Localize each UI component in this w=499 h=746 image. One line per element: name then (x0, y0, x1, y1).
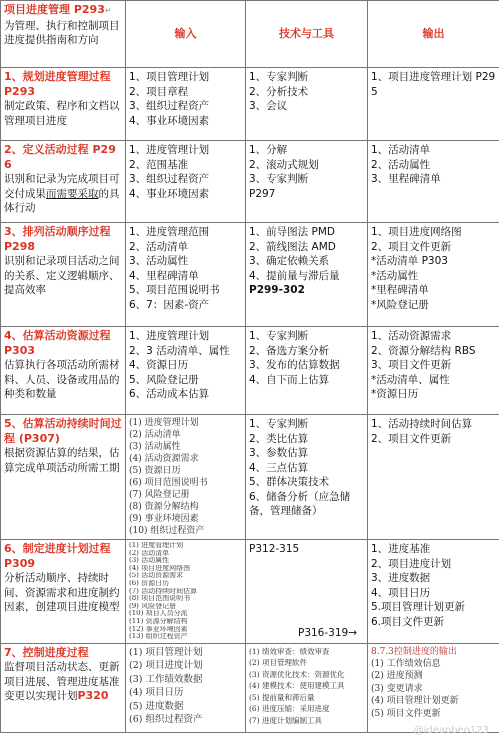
outputs-cell (368, 68, 499, 141)
list-item: 1、项目进度网络图 (371, 226, 462, 238)
list-item: 2、箭线图法 AMD (249, 240, 336, 253)
list-item: (9) 风险登记册 (129, 602, 177, 610)
list-item: *活动清单 P303 (371, 255, 448, 267)
list-item: 4、事业环境因素 (129, 187, 210, 200)
list-item: 4、资源日历 (129, 359, 189, 371)
row-title: 4、估算活动资源过程 P303 (4, 329, 111, 357)
list-item: 2、项目文件更新 (371, 240, 452, 253)
row-develop-schedule (1, 540, 499, 644)
list-item: (8) 项目范围说明书 (129, 595, 191, 603)
row-label (1, 415, 126, 540)
list-item: 2、资源分解结构 RBS (371, 344, 476, 357)
list-item: 6.项目文件更新 (371, 615, 445, 628)
list-item: 5、风险登记册 (129, 373, 199, 386)
row-plan-schedule (1, 68, 499, 141)
list-item: 4、三点估算 (249, 461, 309, 474)
row-label (1, 540, 126, 644)
list-item: 4、里程碑清单 (129, 269, 199, 282)
tools-cell (246, 68, 368, 141)
list-item: (2) 项目进度计划 (129, 660, 203, 672)
row-desc: 识别和记录为完成项目可交付成果而需要采取的具体行动 (4, 173, 120, 214)
list-item: 2、项目章程 (129, 85, 189, 98)
page-ref: P299-302 (249, 284, 305, 296)
list-item: (13) 组织过程资产 (129, 633, 188, 641)
page-ref-bottom: P316-319→ (297, 627, 357, 640)
col-input-header: 输入 (126, 1, 246, 68)
row-desc: 根据资源估算的结果，估算完成单项活动所需工期 (4, 447, 120, 474)
row-label (1, 223, 126, 327)
row-title: 6、制定进度计划过程 P309 (4, 542, 111, 570)
list-item: 2、3 活动清单、属性 (129, 344, 230, 357)
list-item: (4) 建模技术：使用建模工具 (249, 681, 345, 691)
outputs-cell (368, 327, 499, 415)
list-item: 2、项目进度计划 (371, 557, 452, 570)
list-item: (4) 项目管理计划更新 (371, 696, 459, 707)
row-desc: 监督项目活动状态、更新项目进展、管理进度基准变更以实现计划P320 (4, 661, 120, 703)
row-title: 3、排列活动顺序过程 P298 (4, 225, 111, 253)
row-label (1, 643, 126, 732)
list-item: 1、分解 (249, 144, 288, 156)
outputs-cell (368, 643, 499, 732)
list-item: 5、群体决策技术 (249, 476, 330, 488)
row-desc: 制定政策、程序和文档以管理项目进度 (4, 100, 120, 127)
list-item: (3) 工作绩效数据 (129, 673, 203, 685)
list-item: 4、事业环境因素 (129, 114, 210, 127)
inputs-cell (126, 540, 246, 644)
list-item: (1) 绩效审查：绩效审查 (249, 646, 330, 656)
list-item: 1、进度基准 (371, 543, 431, 555)
tools-cell (246, 327, 368, 415)
list-item: (2) 进度预测 (371, 671, 423, 682)
header-title: 项目进度管理 P293 (4, 3, 105, 16)
list-item: (6) 进度压缩：采用进度 (249, 704, 330, 714)
list-item: (3) 活动属性 (129, 442, 181, 452)
list-item: 6、活动成本估算 (129, 388, 210, 400)
row-desc: 识别和记录项目活动之间的关系、定义逻辑顺序、提高效率 (4, 255, 120, 296)
list-item: (5) 资源日历 (129, 466, 181, 476)
list-item: (1) 进度管理计划 (129, 418, 199, 428)
list-item: 3、会议 (249, 100, 288, 112)
list-item: 3、参数估算 (249, 447, 309, 459)
list-item: (7) 活动持续时间估算 (129, 587, 198, 595)
list-item: *风险登记册 (371, 298, 429, 311)
list-item: 1、活动持续时间估算 (371, 418, 473, 430)
header-desc: 为管理、执行和控制项目进度提供指南和方向 (4, 19, 120, 46)
list-item: (5) 提前量和滞后量 (249, 692, 315, 702)
header-cell: 项目进度管理 P293↵ 为管理、执行和控制项目进度提供指南和方向 (1, 1, 126, 68)
list-item: (2) 活动清单 (129, 430, 181, 440)
list-item: (12) 事业环境因素 (129, 625, 188, 633)
inputs-cell (126, 223, 246, 327)
outputs-cell (368, 415, 499, 540)
inputs-cell (126, 141, 246, 223)
list-item: 3、确定依赖关系 (249, 255, 330, 267)
tools-cell (246, 223, 368, 327)
list-item: *里程碑清单 (371, 284, 429, 296)
inputs-cell (126, 643, 246, 732)
list-item: 3、项目文件更新 (371, 359, 452, 371)
list-item: (3) 资源优化技术：资源优化 (249, 669, 345, 679)
row-estimate-resources (1, 327, 499, 415)
page-ref: P297 (249, 187, 276, 200)
list-item: 1、活动资源需求 (371, 330, 452, 342)
list-item: (1) 进度管理计划 (129, 542, 184, 549)
list-item: 4、提前量与滞后量 (249, 269, 340, 282)
row-control-schedule (1, 643, 499, 732)
list-item: (5) 项目文件更新 (371, 708, 441, 719)
list-item: 5.项目管理计划更新 (371, 601, 466, 613)
inputs-cell (126, 68, 246, 141)
list-item: 2、备选方案分析 (249, 344, 330, 357)
row-title: 7、控制进度过程 (4, 645, 89, 659)
inputs-cell (126, 327, 246, 415)
list-item: (11) 资源分解结构 (129, 617, 188, 625)
list-item: (10) 组织过程资产 (129, 526, 205, 536)
list-item: 2、活动清单 (129, 240, 189, 253)
outputs-subtitle: 8.7.3控制进度的输出 (371, 646, 457, 657)
list-item: 3、组织过程资产 (129, 100, 210, 112)
list-item: 3、进度数据 (371, 572, 431, 584)
row-title: 1、规划进度管理过程 P293 (4, 70, 111, 98)
row-desc: 分析活动顺序、持续时间、资源需求和进度制约因素，创建项目进度模型 (4, 572, 120, 613)
list-item: 4、项目日历 (371, 586, 431, 599)
inputs-cell (126, 415, 246, 540)
row-sequence-activities (1, 223, 499, 327)
list-item: (1) 工作绩效信息 (371, 658, 441, 669)
tools-cell (246, 415, 368, 540)
list-item: (2) 活动清单 (129, 549, 170, 557)
list-item: (5) 进度数据 (129, 700, 184, 712)
list-item: 1、项目进度管理计划 P295 (371, 71, 496, 98)
list-item: 6、7：因素-资产 (129, 298, 210, 311)
row-label (1, 68, 126, 141)
list-item: (4) 活动资源需求 (129, 454, 199, 464)
col-output-header: 输出 (368, 1, 499, 68)
row-title: 2、定义活动过程 P296 (4, 143, 116, 171)
list-item: (1) 项目管理计划 (129, 646, 203, 658)
list-item: *活动清单、属性 (371, 373, 450, 386)
tools-cell (246, 141, 368, 223)
list-item: 1、进度管理计划 (129, 330, 210, 342)
list-item: 1、活动清单 (371, 144, 431, 156)
list-item: (6) 资源日历 (129, 579, 170, 587)
list-item: 4、自下而上估算 (249, 373, 330, 386)
list-item: (4) 项目日历 (129, 687, 184, 699)
row-define-activities (1, 141, 499, 223)
row-label (1, 141, 126, 223)
list-item: *资源日历 (371, 388, 419, 400)
row-desc: 估算执行各项活动所需材料、人员、设备或用品的种类和数量 (4, 359, 120, 400)
watermark: @ideaobeo123 (413, 725, 489, 736)
list-item: 5、项目范围说明书 (129, 284, 220, 296)
tools-cell (246, 540, 368, 644)
list-item: (4) 项目进度网络图 (129, 564, 191, 572)
list-item: 3、组织过程资产 (129, 173, 210, 185)
outputs-cell (368, 141, 499, 223)
list-item: 6、储备分析（应急储备，管理储备） (249, 490, 351, 517)
list-item: 3、活动属性 (129, 255, 189, 267)
list-item: 3、里程碑清单 (371, 173, 441, 185)
list-item: (8) 资源分解结构 (129, 502, 199, 512)
list-item: 2、分析技术 (249, 85, 309, 98)
list-item: 1、进度管理计划 (129, 144, 210, 156)
row-label (1, 327, 126, 415)
list-item: (6) 组织过程资产 (129, 714, 203, 726)
list-item: 3、发布的估算数据 (249, 359, 340, 371)
list-item: 2、范围基准 (129, 158, 189, 171)
list-item: (2) 项目管理软件 (249, 658, 308, 668)
list-item: (3) 变更请求 (371, 683, 423, 694)
list-item: 1、进度管理范围 (129, 226, 210, 238)
list-item: 1、专家判断 (249, 71, 309, 83)
list-item: 1、专家判断 (249, 418, 309, 430)
list-item: 3、专家判断 (249, 173, 309, 185)
page-ref-top: P312-315 (249, 543, 300, 555)
list-item: (7) 风险登记册 (129, 490, 190, 500)
header-row (1, 1, 499, 68)
list-item: 2、活动属性 (371, 158, 431, 171)
outputs-cell (368, 540, 499, 644)
list-item: (5) 活动资源需求 (129, 572, 184, 580)
list-item: 1、前导图法 PMD (249, 226, 335, 238)
page-ref: P320 (77, 689, 109, 703)
list-item: (10) 项目人员分派 (129, 610, 188, 618)
list-item: 2、类比估算 (249, 432, 309, 445)
list-item: (9) 事业环境因素 (129, 514, 199, 524)
tools-cell (246, 643, 368, 732)
list-item: (6) 项目范围说明书 (129, 478, 208, 488)
list-item: 1、专家判断 (249, 330, 309, 342)
col-tools-header: 技术与工具 (246, 1, 368, 68)
list-item: (7) 进度计划编制工具 (249, 715, 323, 725)
list-item: 2、滚动式规划 (249, 158, 319, 171)
list-item: 2、项目文件更新 (371, 432, 452, 445)
outputs-cell (368, 223, 499, 327)
row-estimate-durations (1, 415, 499, 540)
list-item: 1、项目管理计划 (129, 71, 210, 83)
list-item: *活动属性 (371, 269, 419, 282)
list-item: (3) 活动属性 (129, 557, 170, 565)
row-title: 5、估算活动持续时间过程 (P307) (4, 417, 122, 445)
